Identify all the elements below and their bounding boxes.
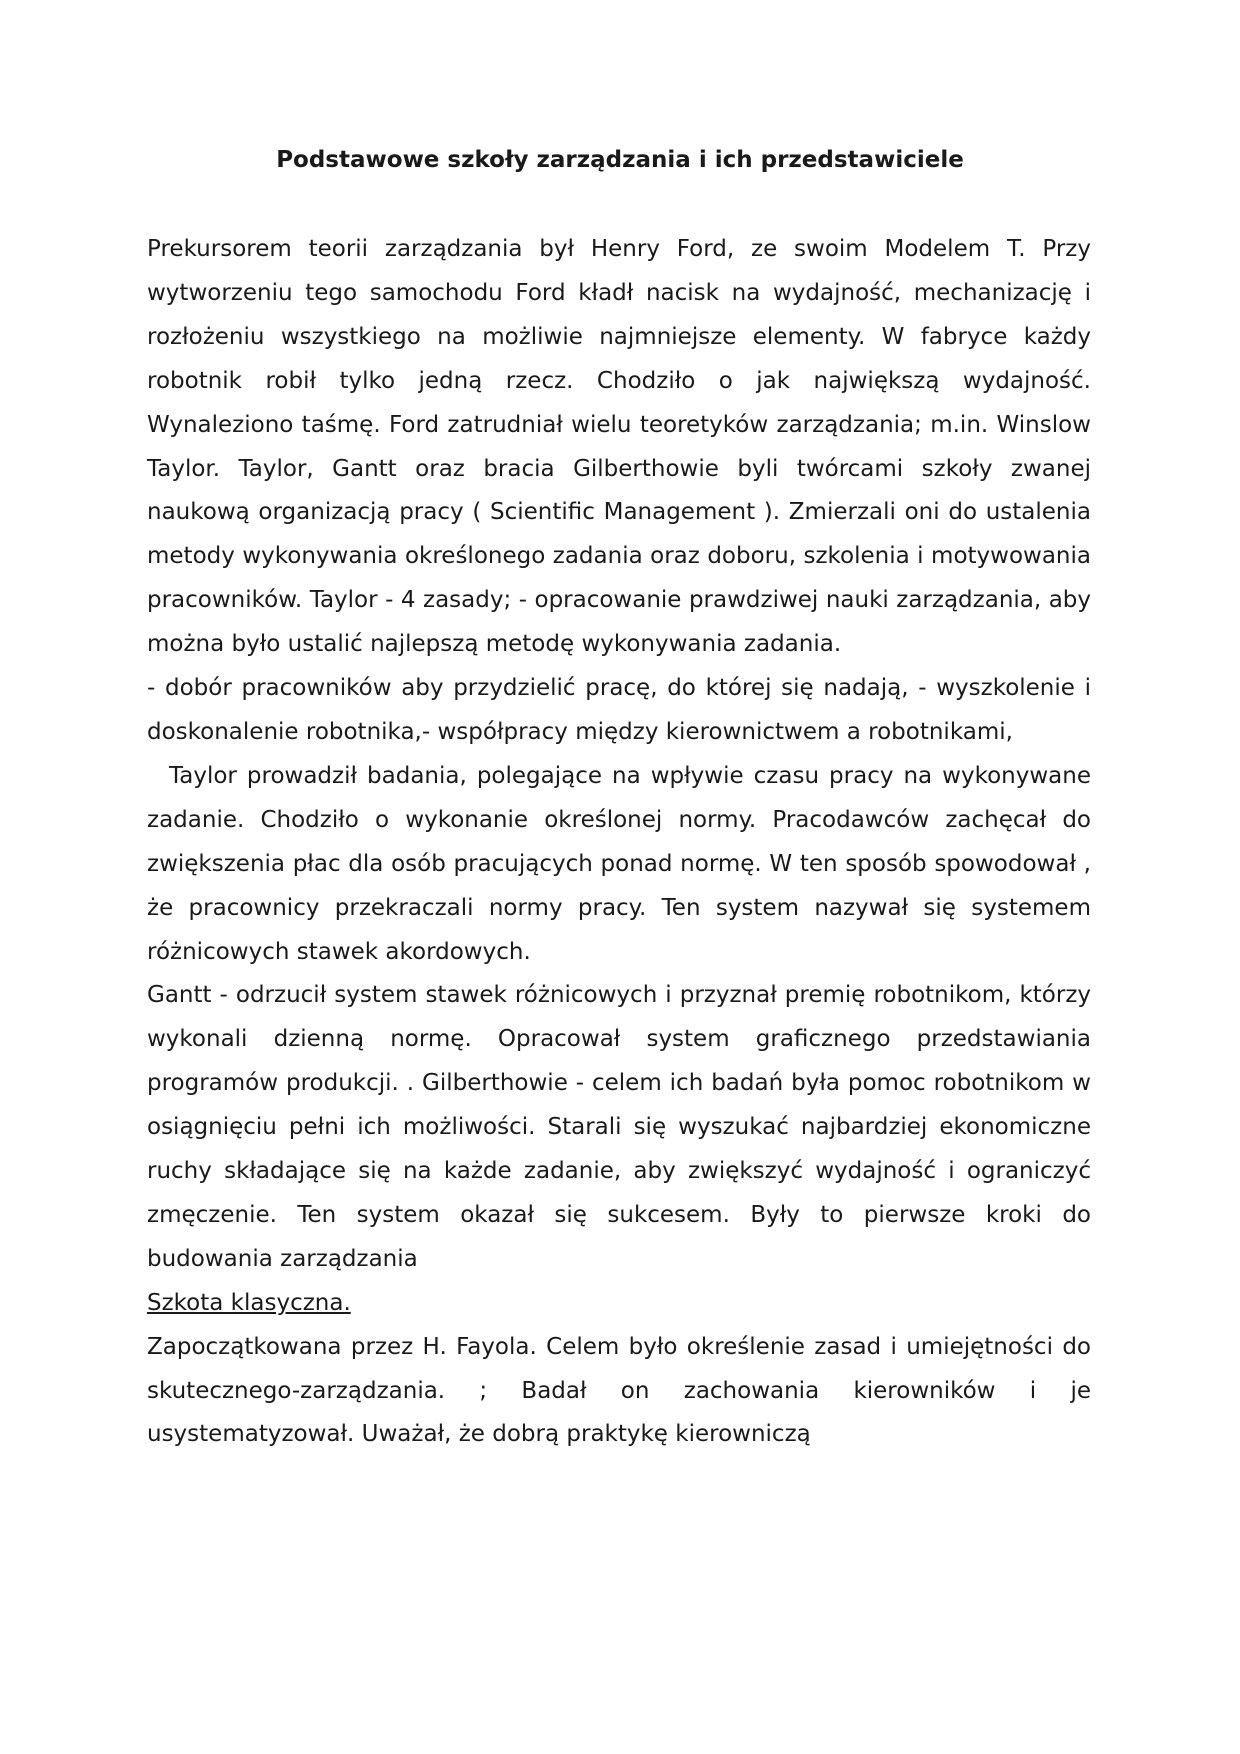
paragraph-ford-taylor: Prekursorem teorii zarządzania był Henry Ford, ze swoim Modelem T. Przy wytworzeniu tego samochodu Ford kładł nacisk na wydajność, mechanizację i rozłożeniu wszystkiego na możliwie najmniejsze elementy. W fabryce każdy robotnik robił tylko jedną rzecz. Chodziło o jak największą wydajność. Wynaleziono taśmę. Ford zatrudniał wielu teoretyków zarządzania; m.in. Winslow Taylor. Taylor, Gantt oraz bracia Gilberthowie byli twórcami szkoły zwanej naukową organizacją pracy ( Scientific Management ). Zmierzali oni do ustalenia metody wykonywania określonego zadania oraz doboru, szkolenia i motywowania pracowników. Taylor - 4 zasady; - opracowanie prawdziwej nauki zarządzania, aby można było ustalić najlepszą metodę wykonywania zadania. [147, 236, 1091, 658]
paragraph-gantt-gilbreth: Gantt - odrzucił system stawek różnicowych i przyznał premię robotnikom, którzy wykonali dzienną normę. Opracował system graficznego przedstawiania programów produkcji. . Gilberthowie - celem ich badań była pomoc robotnikom w osiągnięciu pełni ich możliwości. Starali się wyszukać najbardziej ekonomiczne ruchy składające się na każde zadanie, aby zwiększyć wydajność i ograniczyć zmęczenie. Ten system okazał się sukcesem. Były to pierwsze kroki do budowania zarządzania [147, 982, 1091, 1272]
paragraph-taylor-principles: - dobór pracowników aby przydzielić pracę, do której się nadają, - wyszkolenie i doskonalenie robotnika,- współpracy między kierownictwem a robotnikami, [147, 675, 1091, 745]
paragraph-fayol: Zapoczątkowana przez H. Fayola. Celem było określenie zasad i umiejętności do skutecznego-zarządzania. ; Badał on zachowania kierowników i je usystematyzował. Uważał, że dobrą praktykę kierowniczą [147, 1333, 1091, 1448]
paragraph-taylor-research: Taylor prowadził badania, polegające na wpływie czasu pracy na wykonywane zadanie. Chodziło o wykonanie określonej normy. Pracodawców zachęcał do zwiększenia płac dla osób pracujących ponad normę. W ten sposób spowodował , że pracownicy przekraczali normy pracy. Ten system nazywał się systemem różnicowych stawek akordowych. [147, 762, 1091, 965]
section-heading-classical-school: Szkota klasyczna. [147, 1289, 351, 1316]
document-body [147, 228, 1091, 1457]
document-title: Podstawowe szkoły zarządzania i ich przedstawiciele [276, 147, 964, 173]
